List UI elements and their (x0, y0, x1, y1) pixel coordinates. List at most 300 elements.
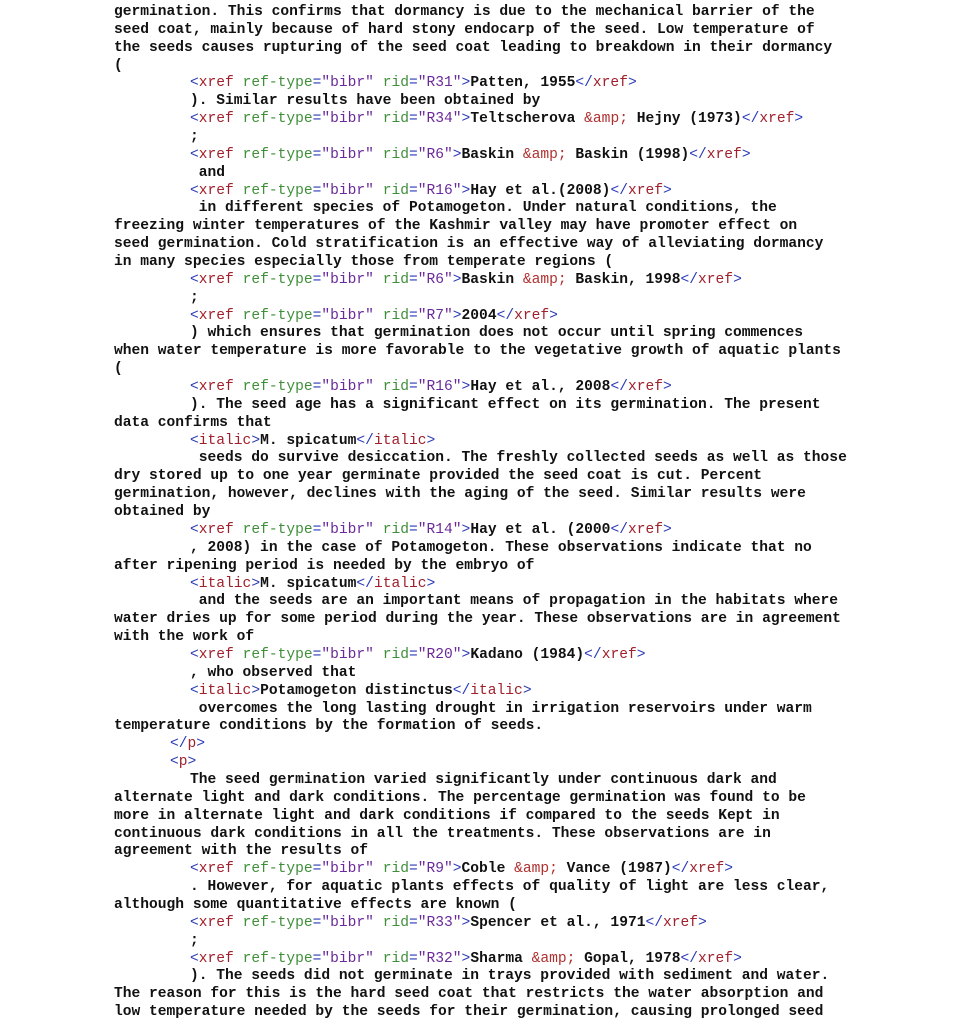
attr-value-rid: "R16" (417, 379, 462, 396)
attr-name: rid (382, 646, 409, 663)
tag-close-bracket: > (698, 914, 707, 931)
entity-amp: &amp; (514, 861, 558, 878)
attr-equals: = (408, 307, 418, 324)
attr-equals: = (312, 646, 322, 663)
attr-name: ref-type (242, 861, 313, 878)
paragraph-end-tag (114, 736, 874, 754)
tag-name: italic (198, 682, 252, 699)
citation-text: Teltscherova (470, 111, 585, 128)
tag-name: italic (470, 682, 523, 699)
text-line (114, 218, 874, 236)
tag-name: italic (373, 575, 427, 592)
text-content: obtained by (114, 504, 211, 521)
tag-name: xref (759, 111, 795, 128)
text-line (114, 986, 874, 1004)
xref-citation-line (114, 915, 874, 933)
tag-name: p (178, 754, 188, 771)
tag-name: xref (198, 379, 234, 396)
citation-text: 2004 (461, 307, 497, 324)
text-content: temperature conditions by the formation of seeds. (114, 718, 544, 735)
tag-close-bracket: > (522, 682, 532, 699)
attr-equals: = (408, 646, 418, 663)
tag-close-bracket: > (452, 271, 462, 288)
text-content: , 2008) in the case of Potamogeton. These observations indicate that no (190, 539, 812, 556)
attr-value-ref-type: "bibr" (321, 146, 374, 163)
text-line (114, 397, 874, 415)
citation-text: Hay et al.(2008) (470, 182, 611, 199)
tag-close-bracket: > (549, 307, 558, 324)
paragraph-start-tag (114, 754, 874, 772)
text-content: with the work of (114, 629, 255, 646)
entity-amp: &amp; (522, 271, 567, 288)
tag-close-bracket: > (196, 736, 206, 753)
text-line (114, 665, 874, 683)
attr-name: rid (382, 307, 409, 324)
attr-equals: = (312, 75, 322, 92)
tag-open-bracket: < (190, 861, 199, 878)
entity-amp: &amp; (522, 146, 567, 163)
tag-name: xref (198, 271, 234, 288)
attr-name: ref-type (242, 182, 313, 199)
text-line (114, 593, 874, 611)
tag-name: xref (662, 914, 699, 931)
text-line (114, 450, 874, 468)
text-content: . However, for aquatic plants effects of quality of light are less clear, (190, 879, 830, 896)
text-line (114, 343, 874, 361)
attr-equals: = (312, 521, 322, 538)
space (374, 111, 383, 127)
tag-name: italic (198, 432, 252, 449)
tag-open-bracket: < (190, 682, 199, 699)
attr-value-rid: "R9" (417, 861, 453, 878)
space (374, 861, 383, 877)
attr-value-rid: "R20" (417, 646, 462, 663)
space (234, 951, 243, 967)
attr-name: ref-type (242, 75, 313, 92)
attr-value-rid: "R6" (417, 146, 453, 163)
space (234, 75, 243, 91)
attr-equals: = (408, 111, 418, 128)
text-content: ). The seed age has a significant effect on its germination. The present (190, 396, 821, 413)
text-line (114, 486, 874, 504)
tag-close-bracket: > (251, 432, 261, 449)
tag-close-bracket: > (662, 521, 672, 538)
text-content: seed germination. Cold stratification is an effective way of alleviating dormancy (114, 236, 824, 253)
end-tag-open-bracket: </ (689, 146, 707, 163)
citation-text: Baskin (1998) (566, 146, 690, 163)
text-content: ( (114, 361, 123, 378)
tag-open-bracket: < (190, 75, 199, 92)
space (234, 379, 243, 395)
tag-close-bracket: > (461, 950, 471, 967)
italic-element-line (114, 683, 874, 701)
tag-close-bracket: > (741, 146, 751, 163)
attr-name: ref-type (242, 271, 313, 288)
tag-open-bracket: < (190, 379, 199, 396)
tag-name: xref (592, 75, 628, 92)
tag-close-bracket: > (426, 575, 436, 592)
end-tag-open-bracket: </ (575, 75, 593, 92)
attr-equals: = (312, 271, 322, 288)
tag-close-bracket: > (662, 379, 672, 396)
text-content: water dries up for some period during the year. These observations are in agreement (114, 611, 841, 628)
end-tag-open-bracket: </ (671, 861, 690, 878)
citation-text: Vance (1987) (557, 861, 672, 878)
space (374, 915, 383, 931)
citation-text: Hay et al., 2008 (470, 379, 611, 396)
text-content: ) which ensures that germination does not occur until spring commences (190, 325, 804, 342)
tag-open-bracket: < (190, 182, 199, 199)
xml-source-document (114, 4, 874, 1022)
text-content: in different species of Potamogeton. Under natural conditions, the (190, 200, 777, 217)
xref-citation-line (114, 522, 874, 540)
space (374, 522, 383, 538)
attr-equals: = (408, 521, 418, 538)
attr-value-rid: "R16" (417, 182, 462, 199)
tag-name: xref (198, 521, 234, 538)
tag-close-bracket: > (452, 146, 462, 163)
attr-equals: = (312, 182, 322, 199)
attr-equals: = (408, 271, 418, 288)
text-line (114, 1004, 874, 1022)
text-line (114, 290, 874, 308)
text-content: more in alternate light and dark conditions if compared to the seeds Kept in (114, 807, 780, 824)
attr-equals: = (312, 950, 322, 967)
attr-value-rid: "R32" (417, 950, 462, 967)
attr-value-rid: "R33" (417, 914, 462, 931)
tag-name: xref (601, 646, 637, 663)
text-content: and (190, 164, 226, 181)
text-line (114, 790, 874, 808)
attr-equals: = (312, 379, 322, 396)
tag-open-bracket: < (190, 575, 199, 592)
end-tag-open-bracket: </ (610, 379, 628, 396)
text-line (114, 504, 874, 522)
tag-open-bracket: < (190, 950, 199, 967)
end-tag-open-bracket: </ (496, 307, 515, 324)
text-line (114, 468, 874, 486)
attr-name: rid (382, 521, 409, 538)
attr-equals: = (312, 111, 322, 128)
attr-equals: = (408, 914, 418, 931)
xref-citation-line (114, 861, 874, 879)
tag-close-bracket: > (794, 111, 804, 128)
space (374, 379, 383, 395)
attr-value-rid: "R7" (417, 307, 453, 324)
tag-close-bracket: > (452, 307, 462, 324)
attr-value-ref-type: "bibr" (321, 182, 374, 199)
citation-text: Baskin (461, 271, 523, 288)
attr-value-rid: "R34" (417, 111, 462, 128)
text-content: The reason for this is the hard seed coat that restricts the water absorption and (114, 986, 824, 1003)
space (374, 647, 383, 663)
text-content: ). Similar results have been obtained by (190, 93, 541, 110)
text-line (114, 772, 874, 790)
attr-value-ref-type: "bibr" (321, 521, 374, 538)
tag-close-bracket: > (733, 271, 742, 288)
citation-text: Patten, 1955 (470, 75, 576, 92)
citation-text: Baskin, 1998 (566, 271, 681, 288)
tag-name: xref (198, 914, 234, 931)
attr-value-ref-type: "bibr" (321, 379, 374, 396)
tag-close-bracket: > (251, 682, 261, 699)
italic-text: M. spicatum (260, 575, 357, 592)
text-line (114, 58, 874, 76)
tag-close-bracket: > (461, 111, 471, 128)
tag-open-bracket: < (190, 914, 199, 931)
attr-equals: = (408, 950, 418, 967)
tag-name: italic (198, 575, 252, 592)
tag-name: xref (698, 950, 734, 967)
attr-name: rid (382, 271, 409, 288)
text-content: dry stored up to one year germinate provided the seed coat is cut. Percent (114, 468, 763, 485)
space (234, 183, 243, 199)
tag-close-bracket: > (251, 575, 261, 592)
attr-value-ref-type: "bibr" (321, 914, 374, 931)
attr-equals: = (312, 914, 322, 931)
xref-citation-line (114, 308, 874, 326)
tag-open-bracket: < (190, 111, 199, 128)
text-line (114, 826, 874, 844)
attr-equals: = (408, 182, 418, 199)
tag-open-bracket: < (190, 521, 199, 538)
tag-name: xref (198, 111, 234, 128)
text-line (114, 415, 874, 433)
attr-value-rid: "R6" (417, 271, 453, 288)
text-content: ; (190, 932, 199, 949)
space (234, 272, 243, 288)
tag-name: xref (198, 146, 234, 163)
xref-citation-line (114, 111, 874, 129)
text-content: seed coat, mainly because of hard stony endocarp of the seed. Low temperature of (114, 21, 815, 38)
end-tag-open-bracket: </ (452, 682, 471, 699)
attr-equals: = (408, 379, 418, 396)
attr-name: rid (382, 75, 409, 92)
space (234, 308, 243, 324)
italic-text: Potamogeton distinctus (260, 682, 453, 699)
text-content: when water temperature is more favorable to the vegetative growth of aquatic plants (114, 343, 841, 360)
text-content: germination. This confirms that dormancy is due to the mechanical barrier of the (114, 4, 815, 20)
text-content: in many species especially those from temperate regions ( (114, 254, 614, 271)
tag-close-bracket: > (461, 914, 471, 931)
xref-citation-line (114, 75, 874, 93)
text-line (114, 129, 874, 147)
tag-name: xref (198, 75, 234, 92)
tag-name: italic (373, 432, 427, 449)
text-content: data confirms that (114, 414, 272, 431)
text-content: agreement with the results of (114, 843, 368, 860)
space (374, 147, 383, 163)
attr-value-ref-type: "bibr" (321, 861, 374, 878)
entity-amp: &amp; (531, 950, 576, 967)
tag-close-bracket: > (461, 182, 471, 199)
tag-name: xref (627, 379, 663, 396)
tag-name: xref (706, 146, 742, 163)
citation-text: Hejny (1973) (627, 111, 742, 128)
text-line (114, 558, 874, 576)
text-line (114, 629, 874, 647)
space (374, 951, 383, 967)
attr-name: ref-type (242, 146, 313, 163)
tag-name: xref (198, 861, 234, 878)
space (374, 272, 383, 288)
xref-citation-line (114, 379, 874, 397)
text-line (114, 968, 874, 986)
tag-close-bracket: > (461, 521, 471, 538)
text-line (114, 897, 874, 915)
tag-name: xref (514, 307, 550, 324)
space (374, 183, 383, 199)
attr-value-ref-type: "bibr" (321, 75, 374, 92)
tag-open-bracket: < (190, 646, 199, 663)
text-line (114, 165, 874, 183)
text-line (114, 236, 874, 254)
text-line (114, 611, 874, 629)
tag-name: xref (198, 307, 234, 324)
text-content: ; (190, 129, 199, 146)
text-content: The seed germination varied significantly under continuous dark and (190, 771, 777, 788)
tag-close-bracket: > (733, 950, 742, 967)
attr-value-ref-type: "bibr" (321, 111, 374, 128)
tag-open-bracket: < (190, 307, 199, 324)
text-content: seeds do survive desiccation. The freshly collected seeds as well as those (190, 450, 847, 467)
text-content: although some quantitative effects are known ( (114, 896, 517, 913)
tag-name: xref (627, 521, 663, 538)
xref-citation-line (114, 272, 874, 290)
tag-name: p (187, 736, 197, 753)
citation-text: Kadano (1984) (470, 646, 585, 663)
text-line (114, 718, 874, 736)
text-line (114, 22, 874, 40)
attr-name: ref-type (242, 950, 313, 967)
italic-text: M. spicatum (260, 432, 357, 449)
text-line (114, 701, 874, 719)
attr-name: ref-type (242, 379, 313, 396)
tag-close-bracket: > (724, 861, 734, 878)
attr-equals: = (312, 146, 322, 163)
space (234, 915, 243, 931)
tag-close-bracket: > (636, 646, 646, 663)
text-content: ; (190, 289, 199, 306)
tag-close-bracket: > (187, 754, 197, 771)
text-content: the seeds causes rupturing of the seed coat leading to breakdown in their dormancy (114, 39, 833, 56)
citation-text: Coble (461, 861, 515, 878)
end-tag-open-bracket: </ (584, 646, 602, 663)
end-tag-open-bracket: </ (356, 575, 374, 592)
attr-equals: = (408, 861, 418, 878)
text-line (114, 325, 874, 343)
space (234, 522, 243, 538)
end-tag-open-bracket: </ (356, 432, 374, 449)
text-content: after ripening period is needed by the embryo of (114, 557, 535, 574)
attr-name: rid (382, 111, 409, 128)
tag-open-bracket: < (190, 432, 199, 449)
end-tag-open-bracket: </ (741, 111, 760, 128)
attr-equals: = (408, 146, 418, 163)
text-line (114, 200, 874, 218)
space (374, 75, 383, 91)
attr-value-ref-type: "bibr" (321, 950, 374, 967)
end-tag-open-bracket: </ (680, 950, 699, 967)
citation-text: Hay et al. (2000 (470, 521, 611, 538)
tag-open-bracket: < (190, 146, 199, 163)
text-content: overcomes the long lasting drought in irrigation reservoirs under warm (190, 700, 812, 717)
text-line (114, 40, 874, 58)
text-content: germination, however, declines with the aging of the seed. Similar results were (114, 486, 806, 503)
attr-name: ref-type (242, 111, 313, 128)
tag-close-bracket: > (627, 75, 637, 92)
text-content: ). The seeds did not germinate in trays provided with sediment and water. (190, 968, 830, 985)
text-line (114, 843, 874, 861)
space (374, 308, 383, 324)
attr-name: rid (382, 182, 409, 199)
attr-name: ref-type (242, 307, 313, 324)
tag-name: xref (198, 646, 234, 663)
tag-close-bracket: > (461, 646, 471, 663)
tag-name: xref (198, 950, 234, 967)
xref-citation-line (114, 183, 874, 201)
attr-name: ref-type (242, 914, 313, 931)
xref-citation-line (114, 951, 874, 969)
tag-name: xref (698, 271, 734, 288)
attr-equals: = (408, 75, 418, 92)
attr-equals: = (312, 861, 322, 878)
attr-name: ref-type (242, 521, 313, 538)
attr-equals: = (312, 307, 322, 324)
attr-name: rid (382, 861, 409, 878)
text-line (114, 933, 874, 951)
end-tag-open-bracket: </ (680, 271, 699, 288)
attr-name: rid (382, 146, 409, 163)
attr-value-rid: "R14" (417, 521, 462, 538)
entity-amp: &amp; (584, 111, 628, 128)
text-line (114, 4, 874, 22)
tag-close-bracket: > (452, 861, 462, 878)
text-content: and the seeds are an important means of propagation in the habitats where (190, 593, 839, 610)
tag-close-bracket: > (662, 182, 672, 199)
attr-name: rid (382, 950, 409, 967)
space (234, 111, 243, 127)
tag-close-bracket: > (461, 379, 471, 396)
attr-name: rid (382, 379, 409, 396)
end-tag-open-bracket: </ (645, 914, 663, 931)
citation-text: Spencer et al., 1971 (470, 914, 646, 931)
space (234, 647, 243, 663)
text-line (114, 540, 874, 558)
citation-text: Gopal, 1978 (575, 950, 681, 967)
text-line (114, 879, 874, 897)
tag-name: xref (198, 182, 234, 199)
attr-value-ref-type: "bibr" (321, 307, 374, 324)
tag-open-bracket: </ (170, 736, 188, 753)
tag-name: xref (689, 861, 725, 878)
text-line (114, 808, 874, 826)
end-tag-open-bracket: </ (610, 521, 628, 538)
attr-name: ref-type (242, 646, 313, 663)
text-content: continuous dark conditions in all the treatments. These observations are in (114, 825, 771, 842)
italic-element-line (114, 433, 874, 451)
text-line (114, 254, 874, 272)
citation-text: Baskin (461, 146, 523, 163)
text-content: freezing winter temperatures of the Kashmir valley may have promoter effect on (114, 218, 798, 235)
xref-citation-line (114, 147, 874, 165)
xref-citation-line (114, 647, 874, 665)
citation-text: Sharma (470, 950, 532, 967)
space (234, 147, 243, 163)
text-content: ( (114, 57, 123, 74)
space (234, 861, 243, 877)
attr-value-ref-type: "bibr" (321, 271, 374, 288)
